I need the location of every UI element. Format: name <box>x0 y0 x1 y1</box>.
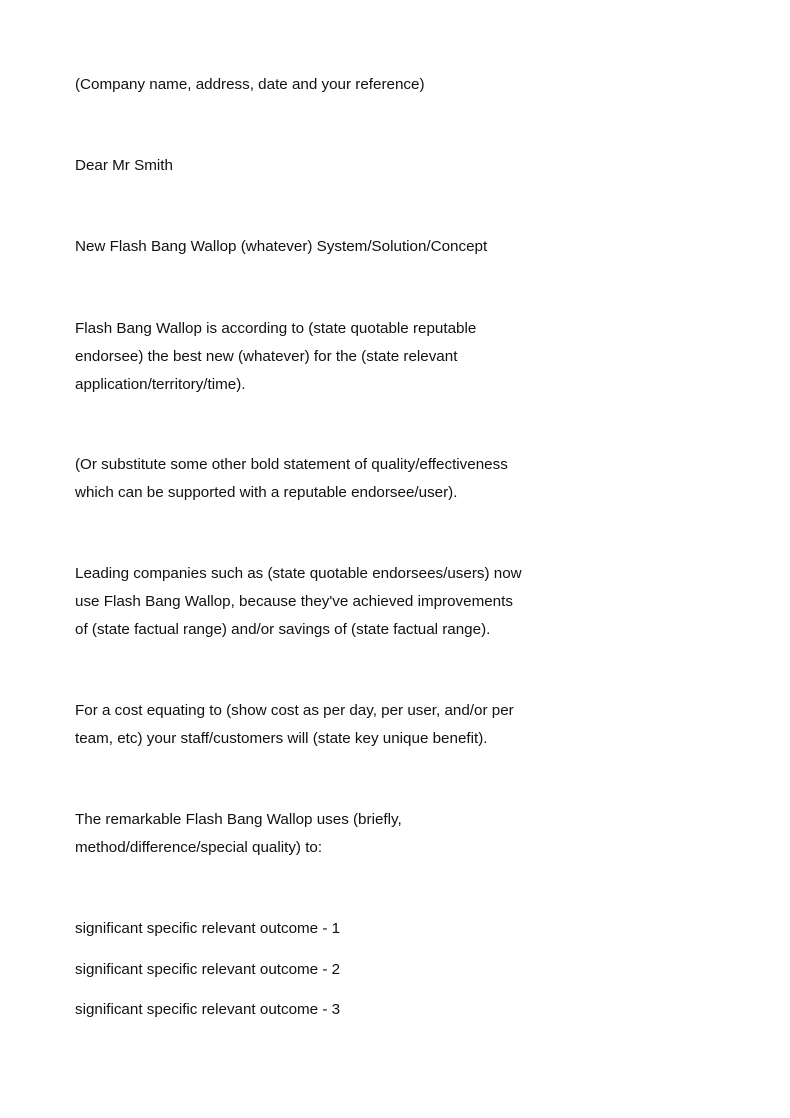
paragraph-line: of (state factual range) and/or savings of (state factual range). <box>75 620 491 638</box>
paragraph-method <box>75 806 402 862</box>
paragraph-cost <box>75 697 514 753</box>
subject-line <box>75 233 487 261</box>
paragraph-leading-companies <box>75 560 522 643</box>
paragraph-line: team, etc) your staff/customers will (state key unique benefit). <box>75 729 488 747</box>
outcome-item <box>75 915 340 943</box>
header-text: (Company name, address, date and your reference) <box>75 76 425 93</box>
paragraph-alternative <box>75 451 508 507</box>
paragraph-line: Leading companies such as (state quotable endorsees/users) now <box>75 565 522 582</box>
paragraph-line: endorsee) the best new (whatever) for the (state relevant <box>75 347 458 365</box>
paragraph-line: The remarkable Flash Bang Wallop uses (briefly, <box>75 811 402 828</box>
paragraph-endorsement <box>75 315 476 398</box>
salutation <box>75 152 173 180</box>
paragraph-line: use Flash Bang Wallop, because they've achieved improvements <box>75 592 513 610</box>
paragraph-line: Flash Bang Wallop is according to (state quotable reputable <box>75 320 477 337</box>
outcome-item <box>75 956 340 984</box>
letter-header <box>75 71 425 99</box>
outcome-item <box>75 996 340 1024</box>
salutation-text: Dear Mr Smith <box>75 157 173 174</box>
paragraph-line: For a cost equating to (show cost as per day, per user, and/or per <box>75 702 514 719</box>
outcome-text: significant specific relevant outcome - 1 <box>75 920 341 937</box>
subject-text: New Flash Bang Wallop (whatever) System/Solution/Concept <box>75 238 488 255</box>
paragraph-line: (Or substitute some other bold statement of quality/effectiveness <box>75 456 508 473</box>
outcome-text: significant specific relevant outcome - 3 <box>75 1001 341 1018</box>
outcome-text: significant specific relevant outcome - 2 <box>75 961 341 978</box>
paragraph-line: application/territory/time). <box>75 375 246 393</box>
paragraph-line: method/difference/special quality) to: <box>75 838 323 856</box>
paragraph-line: which can be supported with a reputable endorsee/user). <box>75 483 458 501</box>
